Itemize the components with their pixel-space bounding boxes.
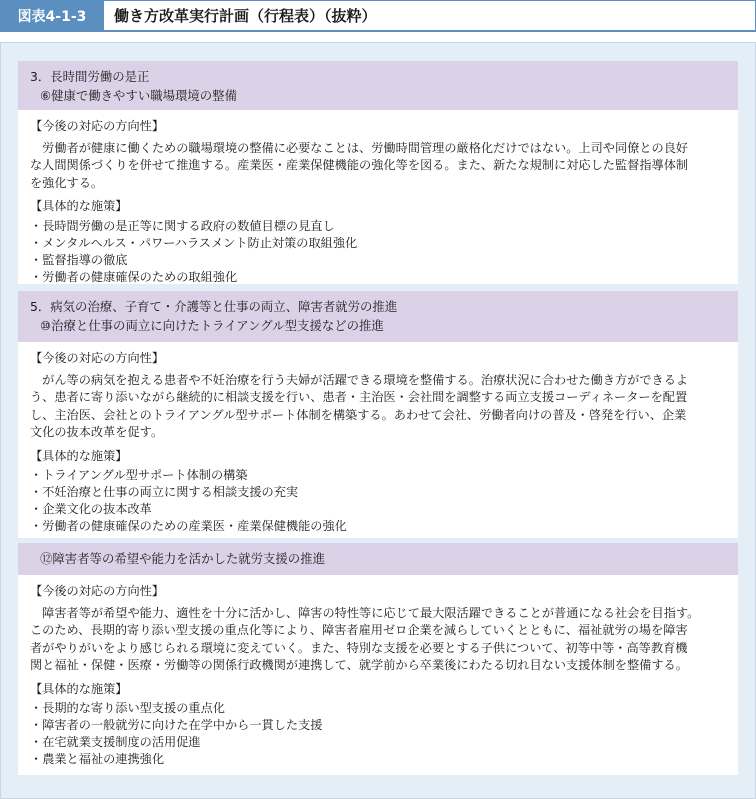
list-item: ・ 労働者の健康確保のための産業医・産業保健機能の強化 — [30, 518, 729, 535]
list-item: ・ 長期的な寄り添い型支援の重点化 — [30, 700, 729, 717]
direction-line: 者がやりがいをより感じられる環境に変えていく。また、特別な支援を必要とする子供について、初等中等・高等教育機 — [30, 640, 688, 655]
direction-line: な人間関係づくりを併せて推進する。産業医・産業保健機能の強化等を図る。また、新たな規制に対応した監督指導体制 — [30, 158, 689, 172]
list-item: ・ 農業と福祉の連携強化 — [30, 751, 729, 768]
figure-header — [0, 0, 756, 32]
list-item: ・ 企業文化の抜本改革 — [30, 501, 729, 518]
section-heading: 5．病気の治療、子育て・介護等と仕事の両立、障害者就労の推進 — [30, 299, 398, 314]
direction-text — [30, 605, 729, 675]
section-heading-box — [18, 543, 738, 575]
list-item: ・ 障害者の一般就労に向けた在学中から一貫した支援 — [30, 717, 729, 734]
direction-text — [30, 372, 729, 442]
direction-line: 障害者等が希望や能力、適性を十分に活かし、障害の特性等に応じて最大限活躍できることが普通になる社会を目指す。 — [30, 605, 700, 620]
section-body — [18, 110, 738, 284]
list-item: ・ メンタルヘルス・パワーハラスメント防止対策の取組強化 — [30, 235, 729, 252]
section-working-hours — [18, 61, 738, 284]
measures-label: 【具体的な施策】 — [30, 199, 128, 213]
section-subheading: ⑥健康で働きやすい職場環境の整備 — [40, 88, 237, 103]
content-frame — [0, 42, 756, 799]
measures-list — [30, 467, 729, 535]
measures-list — [30, 218, 729, 286]
list-item: ・ 労働者の健康確保のための取組強化 — [30, 269, 729, 286]
direction-line: このため、長期的寄り添い型支援の重点化等により、障害者雇用ゼロ企業を減らしていくとともに、福祉就労の場を障害 — [30, 623, 688, 637]
section-subheading: ⑩治療と仕事の両立に向けたトライアングル型支援などの推進 — [40, 318, 384, 333]
measures-label: 【具体的な施策】 — [30, 448, 128, 463]
measures-label: 【具体的な施策】 — [30, 681, 128, 696]
section-heading-box — [18, 291, 738, 342]
section-subheading: ⑫障害者等の希望や能力を活かした就労支援の推進 — [40, 551, 325, 566]
direction-label: 【今後の対応の方向性】 — [30, 119, 165, 133]
direction-line: う、患者に寄り添いながら継続的に相談支援を行い、患者・主治医・会社間を調整する両立支援コーディネーターを配置 — [30, 390, 688, 404]
direction-line: を強化する。 — [30, 175, 104, 190]
figure-title: 働き方改革実行計画（行程表）（抜粋） — [104, 0, 756, 32]
list-item: ・ トライアングル型サポート体制の構築 — [30, 467, 729, 484]
direction-line: がん等の病気を抱える患者や不妊治療を行う夫婦が活躍できる環境を整備する。治療状況に合わせた働き方ができるよ — [30, 372, 689, 387]
list-item: ・ 監督指導の徹底 — [30, 252, 729, 269]
figure-label: 図表4-1-3 — [0, 0, 104, 32]
direction-line: 労働者が健康に働くための職場環境の整備に必要なことは、労働時間管理の厳格化だけではない。上司や同僚との良好 — [30, 140, 689, 155]
section-treatment-work-balance — [18, 291, 738, 538]
direction-label: 【今後の対応の方向性】 — [30, 584, 165, 598]
list-item: ・ 在宅就業支援制度の活用促進 — [30, 734, 729, 751]
section-body — [18, 342, 738, 538]
list-item: ・ 長時間労働の是正等に関する政府の数値目標の見直し — [30, 218, 729, 235]
direction-line: し、主治医、会社とのトライアングル型サポート体制を構築する。あわせて会社、労働者向けの普及・啓発を行い、企業 — [30, 407, 687, 422]
section-heading-box — [18, 61, 738, 110]
section-heading: 3．長時間労働の是正 — [30, 69, 150, 84]
measures-list — [30, 700, 729, 768]
direction-text — [30, 140, 729, 193]
section-disability-employment — [18, 543, 738, 775]
direction-label: 【今後の対応の方向性】 — [30, 351, 165, 365]
direction-line: 文化の抜本改革を促す。 — [30, 425, 164, 439]
section-body — [18, 575, 738, 775]
direction-line: 関と福祉・保健・医療・労働等の関係行政機関が連携して、就学前から卒業後にわたる切れ目ない支援体制を整備する。 — [30, 658, 688, 672]
list-item: ・ 不妊治療と仕事の両立に関する相談支援の充実 — [30, 484, 729, 501]
